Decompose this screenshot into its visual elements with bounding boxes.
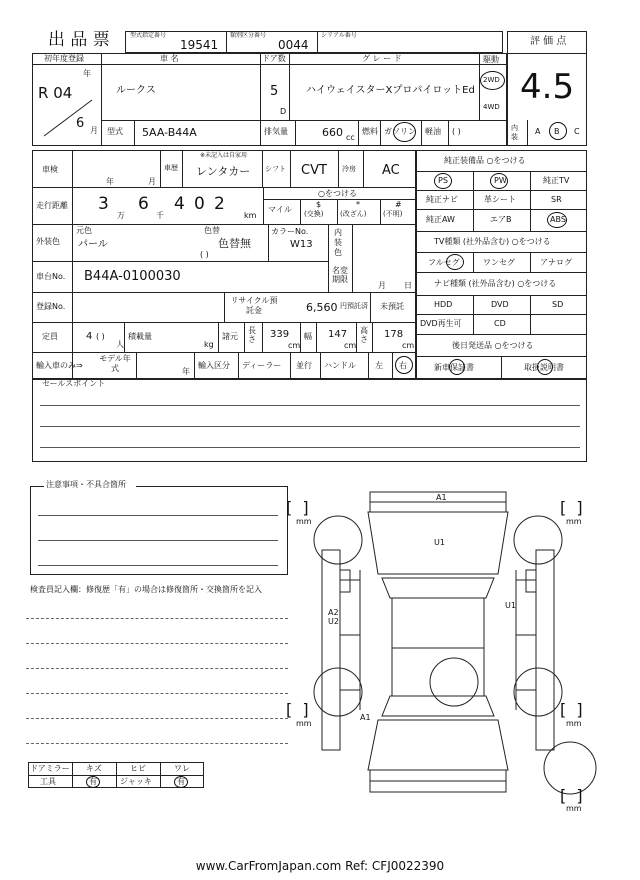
later-warranty: 新車保証書 xyxy=(434,363,474,372)
footer-ref: www.CarFromJapan.com Ref: CFJ0022390 xyxy=(195,859,445,873)
drive-2wd-circle xyxy=(480,71,505,90)
later-manual: 取扱説明書 xyxy=(524,363,564,372)
air-conditioning: AC xyxy=(382,163,400,178)
equip-ps: PS xyxy=(438,176,448,185)
recycle-deposit: 6,560 xyxy=(306,301,338,314)
repaint-status: 色替無 xyxy=(218,237,251,250)
damage-u1-hood: U1 xyxy=(434,538,445,547)
seating-capacity: 4 xyxy=(86,331,93,342)
mileage-tens: 0 xyxy=(194,194,205,214)
damage-a1-rear: A1 xyxy=(360,713,371,722)
height-cm: 178 xyxy=(384,329,404,340)
class-number: 0044 xyxy=(278,38,309,52)
tv-fullseg: フルセグ xyxy=(428,258,460,267)
form-title: 出 品 票 xyxy=(48,30,110,50)
displacement: 660 xyxy=(322,126,343,139)
chassis-number: B44A-0100030 xyxy=(84,269,181,284)
first-reg-month: 6 xyxy=(76,116,85,131)
equip-airbag: エアB xyxy=(490,215,512,224)
damage-u1-side: U1 xyxy=(505,601,516,610)
handle-right-circle xyxy=(395,356,413,374)
length-cm: 339 xyxy=(270,329,290,340)
tv-analog: アナログ xyxy=(540,258,572,267)
damage-u2-side: U2 xyxy=(328,617,339,626)
sales-points-box xyxy=(32,379,587,462)
mileage-ten-thousands: 3 xyxy=(98,194,109,214)
original-color: パール xyxy=(78,239,108,250)
type-number: 19541 xyxy=(180,38,219,52)
equip-navi: 純正ナビ xyxy=(426,195,458,204)
width-cm: 147 xyxy=(328,329,348,340)
equip-leather: 革シート xyxy=(484,195,516,204)
car-name: ルークス xyxy=(116,85,156,96)
interior-b-circle xyxy=(549,122,567,140)
equip-sr: SR xyxy=(551,195,562,204)
model-code: 5AA-B44A xyxy=(142,126,197,139)
color-number: W13 xyxy=(290,239,313,250)
car-damage-diagram xyxy=(300,470,600,820)
transmission: CVT xyxy=(301,163,327,178)
fuel-gasoline-circle xyxy=(393,122,416,142)
main-details-box xyxy=(32,150,416,379)
damage-a2-side: A2 xyxy=(328,608,339,617)
rating-score: 4.5 xyxy=(520,67,575,107)
mileage-thousands: 6 xyxy=(138,194,149,214)
equip-abs: ABS xyxy=(550,215,566,224)
vehicle-history: レンタカー xyxy=(196,165,251,178)
tv-oneseg: ワンセグ xyxy=(483,258,515,267)
equip-tv: 純正TV xyxy=(543,176,570,185)
mileage-hundreds: 4 xyxy=(174,194,185,214)
grade: ハイウェイスターXプロパイロットEd xyxy=(306,85,475,96)
equip-pw: PW xyxy=(494,176,507,185)
damage-a1-front: A1 xyxy=(436,493,447,502)
first-reg-era: R 04 xyxy=(38,84,73,102)
equip-aw: 純正AW xyxy=(426,215,455,224)
door-count: 5 xyxy=(270,84,279,99)
caution-box xyxy=(30,486,288,574)
mileage-ones: 2 xyxy=(214,194,225,214)
